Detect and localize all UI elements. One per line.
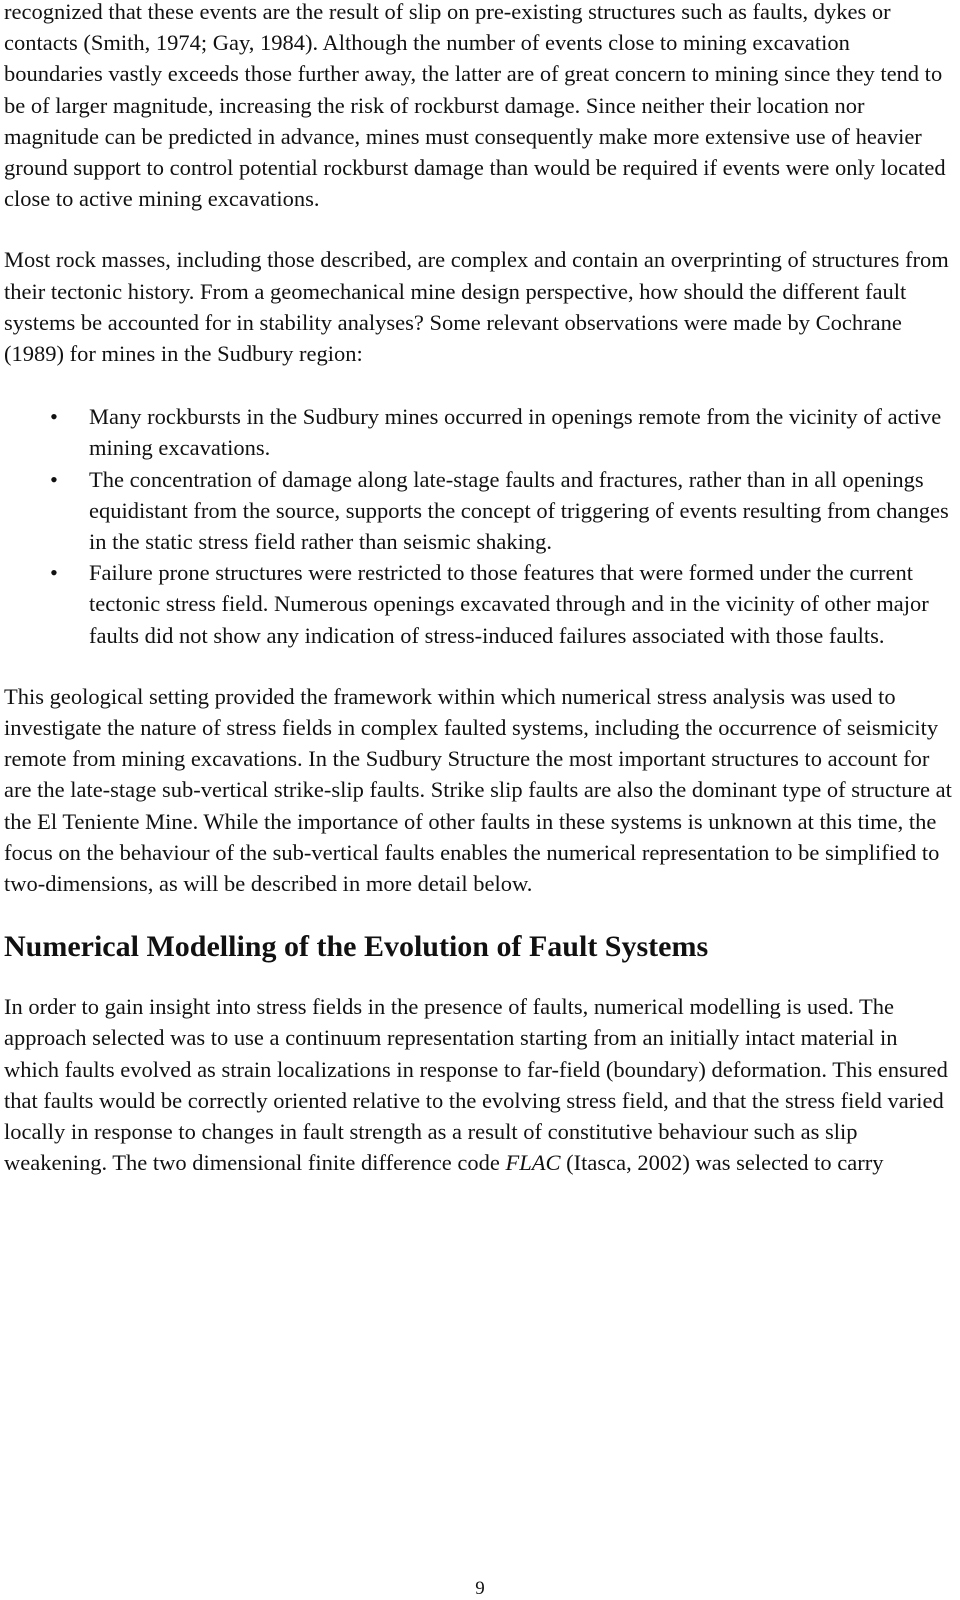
page-number: 9 [475,1578,485,1599]
paragraph-text-start: In order to gain insight into stress fields in the presence of faults, numerical modelling is used. The approach selected was to use a continuum representation starting from an initially intact material in which faults evolved as strain localizations in response to far-field (boundary) deformation. This ensured that faults would be correctly oriented relative to the evolving stress field, and that the stress field varied locally in response to changes in fault strength as a result of constitutive behaviour such as slip weakening. The two dimensional finite difference code [4,994,948,1176]
list-item [4,464,954,558]
observations-list [4,401,954,651]
paragraph-rock-masses: Most rock masses, including those described, are complex and contain an overprinting of structures from their tectonic history. From a geomechanical mine design perspective, how should the different fault systems be accounted for in stability analyses? Some relevant observations were made by Cochrane (1989) for mines in the Sudbury region: [4,247,949,367]
section-heading: Numerical Modelling of the Evolution of Fault Systems [4,930,709,964]
paragraph-rockburst-events: recognized that these events are the result of slip on pre-existing structures such as faults, dykes or contacts (Smith, 1974; Gay, 1984). Although the number of events close to mining excavation boundaries vastly exceeds those further away, the latter are of great concern to mining since they tend to be of larger magnitude, increasing the risk of rockburst damage. Since neither their location nor magnitude can be predicted in advance, mines must consequently make more extensive use of heavier ground support to control potential rockburst damage than would be required if events were only located close to active mining excavations. [4,0,946,212]
paragraph-text-end: (Itasca, 2002) was selected to carry [560,1150,884,1176]
bullet-marker: • [50,466,58,492]
list-item-text: Failure prone structures were restricted to those features that were formed under the current tectonic stress field. Numerous openings excavated through and in the vicinity of other major faults did not show any indication of stress-induced failures associated with those faults. [89,560,929,648]
list-item [4,557,954,651]
list-item-text: Many rockbursts in the Sudbury mines occurred in openings remote from the vicinity of active mining excavations. [89,404,942,461]
document-page [4,0,954,1179]
paragraph-geological-setting: This geological setting provided the framework within which numerical stress analysis was used to investigate the nature of stress fields in complex faulted systems, including the occurrence of seismicity remote from mining excavations. In the Sudbury Structure the most important structures to account for are the late-stage sub-vertical strike-slip faults. Strike slip faults are also the dominant type of structure at the El Teniente Mine. While the importance of other faults in these systems is unknown at this time, the focus on the behaviour of the sub-vertical faults enables the numerical representation to be simplified to two-dimensions, as will be described in more detail below. [4,683,952,897]
paragraph-numerical-modelling [4,991,954,1178]
list-item [4,401,954,463]
bullet-marker: • [50,560,58,586]
software-name: FLAC [505,1150,561,1176]
bullet-marker: • [50,404,58,430]
list-item-text: The concentration of damage along late-stage faults and fractures, rather than in all openings equidistant from the source, supports the concept of triggering of events resulting from changes in the static stress field rather than seismic shaking. [89,466,949,555]
